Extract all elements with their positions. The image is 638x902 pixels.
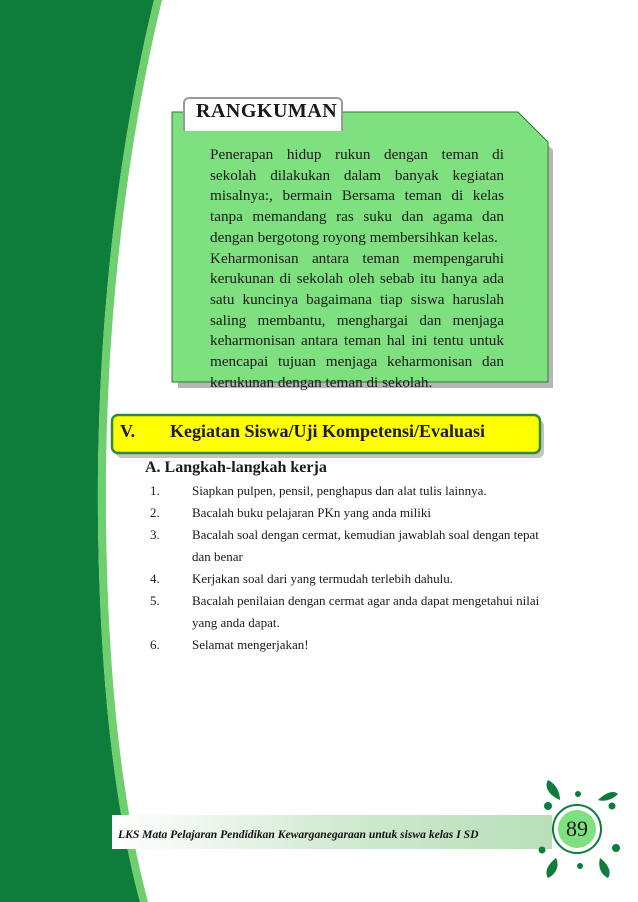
list-number: 3. bbox=[150, 527, 160, 542]
list-number: 4. bbox=[150, 571, 160, 586]
summary-title: RANGKUMAN bbox=[196, 100, 338, 122]
list-number: 1. bbox=[150, 483, 160, 498]
list-item bbox=[150, 634, 542, 656]
list-text: Kerjakan soal dari yang termudah terlebih dahulu. bbox=[192, 571, 453, 586]
list-text: Selamat mengerjakan! bbox=[192, 637, 309, 652]
page-number: 89 bbox=[566, 816, 588, 841]
list-number: 2. bbox=[150, 505, 160, 520]
list-text: Bacalah penilaian dengan cermat agar anda dapat mengetahui nilai yang anda dapat. bbox=[192, 593, 540, 630]
list-text: Bacalah soal dengan cermat, kemudian jawablah soal dengan tepat dan benar bbox=[192, 527, 539, 564]
list-text: Bacalah buku pelajaran PKn yang anda miliki bbox=[192, 505, 431, 520]
list-item bbox=[150, 524, 542, 568]
summary-paragraph: Penerapan hidup rukun dengan teman di sekolah dilakukan dalam banyak kegiatan misalnya:, bermain Bersama teman di kelas tanpa memandang ras suku dan agama dan dengan bergotong royong membersihkan kelas. bbox=[210, 146, 504, 246]
list-item bbox=[150, 480, 542, 502]
section-title-text: Kegiatan Siswa/Uji Kompetensi/Evaluasi bbox=[170, 421, 486, 441]
section-title bbox=[120, 421, 485, 442]
summary-text bbox=[210, 145, 504, 393]
summary-paragraph: Keharmonisan antara teman mempengaruhi kerukunan di sekolah oleh sebab itu hanya ada satu kuncinya bagaimana tiap siswa haruslah saling membantu, menghargai dan menjaga keharmonisan antara teman hal ini tentu untuk mencapai tujuan menjaga keharmonisan dan kerukunan dengan teman di sekolah. bbox=[210, 249, 504, 391]
section-number: V. bbox=[120, 421, 136, 441]
steps-list bbox=[150, 480, 542, 656]
list-item bbox=[150, 568, 542, 590]
list-number: 5. bbox=[150, 593, 160, 608]
footer-text: LKS Mata Pelajaran Pendidikan Kewarganegaraan untuk siswa kelas I SD bbox=[118, 828, 479, 841]
list-text: Siapkan pulpen, pensil, penghapus dan alat tulis lainnya. bbox=[192, 483, 487, 498]
list-item bbox=[150, 502, 542, 524]
subsection-heading: A. Langkah-langkah kerja bbox=[145, 459, 327, 476]
list-number: 6. bbox=[150, 637, 160, 652]
list-item bbox=[150, 590, 542, 634]
